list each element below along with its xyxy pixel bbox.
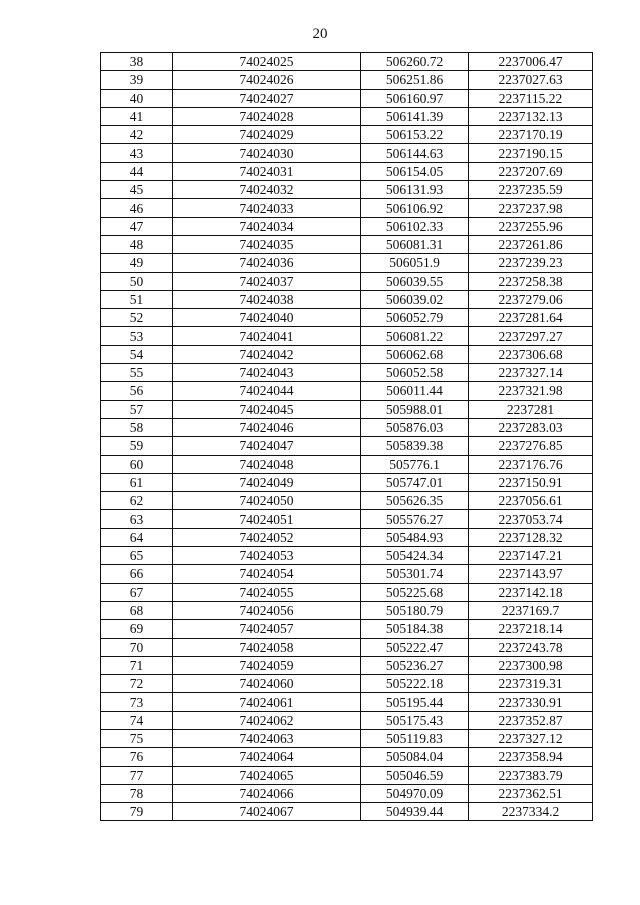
table-row: [101, 766, 593, 784]
row-index-cell: 72: [101, 675, 173, 693]
point-id-cell: 74024027: [173, 89, 361, 107]
y-coordinate-cell: 2237261.86: [469, 235, 593, 253]
point-id-cell: 74024030: [173, 144, 361, 162]
y-coordinate-cell: 2237255.96: [469, 217, 593, 235]
x-coordinate-cell: 506141.39: [361, 107, 469, 125]
table-row: [101, 418, 593, 436]
row-index-cell: 68: [101, 601, 173, 619]
row-index-cell: 52: [101, 309, 173, 327]
row-index-cell: 41: [101, 107, 173, 125]
page-number: 20: [312, 26, 328, 42]
y-coordinate-cell: 2237170.19: [469, 126, 593, 144]
table-row: [101, 162, 593, 180]
y-coordinate-cell: 2237243.78: [469, 638, 593, 656]
row-index-cell: 73: [101, 693, 173, 711]
table-row: [101, 803, 593, 821]
y-coordinate-cell: 2237362.51: [469, 784, 593, 802]
row-index-cell: 60: [101, 455, 173, 473]
row-index-cell: 78: [101, 784, 173, 802]
table-row: [101, 144, 593, 162]
row-index-cell: 53: [101, 327, 173, 345]
row-index-cell: 76: [101, 748, 173, 766]
row-index-cell: 38: [101, 53, 173, 71]
table-body: [101, 53, 593, 821]
x-coordinate-cell: 505225.68: [361, 583, 469, 601]
y-coordinate-cell: 2237352.87: [469, 711, 593, 729]
x-coordinate-cell: 505046.59: [361, 766, 469, 784]
x-coordinate-cell: 506081.31: [361, 235, 469, 253]
y-coordinate-cell: 2237132.13: [469, 107, 593, 125]
x-coordinate-cell: 506144.63: [361, 144, 469, 162]
row-index-cell: 75: [101, 729, 173, 747]
point-id-cell: 74024028: [173, 107, 361, 125]
point-id-cell: 74024037: [173, 272, 361, 290]
point-id-cell: 74024052: [173, 528, 361, 546]
y-coordinate-cell: 2237147.21: [469, 547, 593, 565]
y-coordinate-cell: 2237239.23: [469, 254, 593, 272]
y-coordinate-cell: 2237053.74: [469, 510, 593, 528]
point-id-cell: 74024031: [173, 162, 361, 180]
point-id-cell: 74024033: [173, 199, 361, 217]
row-index-cell: 59: [101, 437, 173, 455]
y-coordinate-cell: 2237358.94: [469, 748, 593, 766]
y-coordinate-cell: 2237327.14: [469, 364, 593, 382]
y-coordinate-cell: 2237237.98: [469, 199, 593, 217]
x-coordinate-cell: 506153.22: [361, 126, 469, 144]
x-coordinate-cell: 505175.43: [361, 711, 469, 729]
y-coordinate-cell: 2237319.31: [469, 675, 593, 693]
coordinates-table: [100, 52, 593, 821]
table-row: [101, 510, 593, 528]
x-coordinate-cell: 505119.83: [361, 729, 469, 747]
point-id-cell: 74024047: [173, 437, 361, 455]
y-coordinate-cell: 2237218.14: [469, 620, 593, 638]
x-coordinate-cell: 505184.38: [361, 620, 469, 638]
point-id-cell: 74024064: [173, 748, 361, 766]
point-id-cell: 74024050: [173, 492, 361, 510]
table-row: [101, 675, 593, 693]
y-coordinate-cell: 2237056.61: [469, 492, 593, 510]
point-id-cell: 74024053: [173, 547, 361, 565]
x-coordinate-cell: 505776.1: [361, 455, 469, 473]
row-index-cell: 64: [101, 528, 173, 546]
point-id-cell: 74024042: [173, 345, 361, 363]
table-row: [101, 565, 593, 583]
row-index-cell: 44: [101, 162, 173, 180]
row-index-cell: 57: [101, 400, 173, 418]
x-coordinate-cell: 506154.05: [361, 162, 469, 180]
row-index-cell: 63: [101, 510, 173, 528]
point-id-cell: 74024025: [173, 53, 361, 71]
table-row: [101, 437, 593, 455]
x-coordinate-cell: 506039.55: [361, 272, 469, 290]
x-coordinate-cell: 506251.86: [361, 71, 469, 89]
y-coordinate-cell: 2237279.06: [469, 290, 593, 308]
row-index-cell: 77: [101, 766, 173, 784]
row-index-cell: 46: [101, 199, 173, 217]
row-index-cell: 65: [101, 547, 173, 565]
y-coordinate-cell: 2237115.22: [469, 89, 593, 107]
y-coordinate-cell: 2237321.98: [469, 382, 593, 400]
row-index-cell: 39: [101, 71, 173, 89]
x-coordinate-cell: 506011.44: [361, 382, 469, 400]
point-id-cell: 74024040: [173, 309, 361, 327]
x-coordinate-cell: 505576.27: [361, 510, 469, 528]
table-row: [101, 711, 593, 729]
y-coordinate-cell: 2237128.32: [469, 528, 593, 546]
table-row: [101, 382, 593, 400]
y-coordinate-cell: 2237297.27: [469, 327, 593, 345]
point-id-cell: 74024067: [173, 803, 361, 821]
x-coordinate-cell: 505424.34: [361, 547, 469, 565]
x-coordinate-cell: 505484.93: [361, 528, 469, 546]
point-id-cell: 74024054: [173, 565, 361, 583]
y-coordinate-cell: 2237258.38: [469, 272, 593, 290]
table-row: [101, 71, 593, 89]
y-coordinate-cell: 2237383.79: [469, 766, 593, 784]
table-row: [101, 492, 593, 510]
point-id-cell: 74024057: [173, 620, 361, 638]
x-coordinate-cell: 505626.35: [361, 492, 469, 510]
y-coordinate-cell: 2237327.12: [469, 729, 593, 747]
table-row: [101, 272, 593, 290]
point-id-cell: 74024061: [173, 693, 361, 711]
x-coordinate-cell: 506062.68: [361, 345, 469, 363]
y-coordinate-cell: 2237283.03: [469, 418, 593, 436]
point-id-cell: 74024060: [173, 675, 361, 693]
row-index-cell: 58: [101, 418, 173, 436]
point-id-cell: 74024032: [173, 181, 361, 199]
y-coordinate-cell: 2237150.91: [469, 473, 593, 491]
table-row: [101, 181, 593, 199]
x-coordinate-cell: 506106.92: [361, 199, 469, 217]
y-coordinate-cell: 2237006.47: [469, 53, 593, 71]
x-coordinate-cell: 504939.44: [361, 803, 469, 821]
x-coordinate-cell: 505222.47: [361, 638, 469, 656]
point-id-cell: 74024058: [173, 638, 361, 656]
table-row: [101, 290, 593, 308]
row-index-cell: 48: [101, 235, 173, 253]
table-row: [101, 784, 593, 802]
point-id-cell: 74024046: [173, 418, 361, 436]
row-index-cell: 42: [101, 126, 173, 144]
table-row: [101, 89, 593, 107]
x-coordinate-cell: 506102.33: [361, 217, 469, 235]
y-coordinate-cell: 2237281.64: [469, 309, 593, 327]
row-index-cell: 70: [101, 638, 173, 656]
row-index-cell: 43: [101, 144, 173, 162]
x-coordinate-cell: 506051.9: [361, 254, 469, 272]
table-row: [101, 601, 593, 619]
table-row: [101, 729, 593, 747]
table-row: [101, 638, 593, 656]
table-row: [101, 345, 593, 363]
y-coordinate-cell: 2237276.85: [469, 437, 593, 455]
point-id-cell: 74024026: [173, 71, 361, 89]
table-row: [101, 235, 593, 253]
row-index-cell: 67: [101, 583, 173, 601]
row-index-cell: 51: [101, 290, 173, 308]
table-row: [101, 620, 593, 638]
point-id-cell: 74024036: [173, 254, 361, 272]
table-row: [101, 656, 593, 674]
y-coordinate-cell: 2237334.2: [469, 803, 593, 821]
row-index-cell: 45: [101, 181, 173, 199]
point-id-cell: 74024034: [173, 217, 361, 235]
table-row: [101, 583, 593, 601]
row-index-cell: 66: [101, 565, 173, 583]
point-id-cell: 74024063: [173, 729, 361, 747]
point-id-cell: 74024041: [173, 327, 361, 345]
y-coordinate-cell: 2237235.59: [469, 181, 593, 199]
row-index-cell: 47: [101, 217, 173, 235]
table-row: [101, 126, 593, 144]
y-coordinate-cell: 2237330.91: [469, 693, 593, 711]
row-index-cell: 49: [101, 254, 173, 272]
table-row: [101, 693, 593, 711]
point-id-cell: 74024044: [173, 382, 361, 400]
x-coordinate-cell: 506260.72: [361, 53, 469, 71]
y-coordinate-cell: 2237169.7: [469, 601, 593, 619]
x-coordinate-cell: 505084.04: [361, 748, 469, 766]
x-coordinate-cell: 505222.18: [361, 675, 469, 693]
point-id-cell: 74024062: [173, 711, 361, 729]
row-index-cell: 62: [101, 492, 173, 510]
x-coordinate-cell: 505301.74: [361, 565, 469, 583]
y-coordinate-cell: 2237143.97: [469, 565, 593, 583]
point-id-cell: 74024059: [173, 656, 361, 674]
table-row: [101, 327, 593, 345]
y-coordinate-cell: 2237027.63: [469, 71, 593, 89]
row-index-cell: 61: [101, 473, 173, 491]
table-row: [101, 528, 593, 546]
table-row: [101, 107, 593, 125]
table-row: [101, 309, 593, 327]
row-index-cell: 71: [101, 656, 173, 674]
x-coordinate-cell: 505195.44: [361, 693, 469, 711]
x-coordinate-cell: 506052.58: [361, 364, 469, 382]
x-coordinate-cell: 505876.03: [361, 418, 469, 436]
x-coordinate-cell: 505839.38: [361, 437, 469, 455]
x-coordinate-cell: 506039.02: [361, 290, 469, 308]
point-id-cell: 74024038: [173, 290, 361, 308]
point-id-cell: 74024049: [173, 473, 361, 491]
x-coordinate-cell: 505747.01: [361, 473, 469, 491]
row-index-cell: 50: [101, 272, 173, 290]
y-coordinate-cell: 2237142.18: [469, 583, 593, 601]
row-index-cell: 40: [101, 89, 173, 107]
row-index-cell: 69: [101, 620, 173, 638]
x-coordinate-cell: 506052.79: [361, 309, 469, 327]
point-id-cell: 74024051: [173, 510, 361, 528]
y-coordinate-cell: 2237281: [469, 400, 593, 418]
row-index-cell: 55: [101, 364, 173, 382]
row-index-cell: 74: [101, 711, 173, 729]
table-row: [101, 254, 593, 272]
table-row: [101, 473, 593, 491]
table-row: [101, 217, 593, 235]
row-index-cell: 79: [101, 803, 173, 821]
table-row: [101, 400, 593, 418]
point-id-cell: 74024056: [173, 601, 361, 619]
point-id-cell: 74024048: [173, 455, 361, 473]
table-row: [101, 53, 593, 71]
y-coordinate-cell: 2237300.98: [469, 656, 593, 674]
table-row: [101, 364, 593, 382]
table-row: [101, 547, 593, 565]
row-index-cell: 54: [101, 345, 173, 363]
point-id-cell: 74024035: [173, 235, 361, 253]
y-coordinate-cell: 2237176.76: [469, 455, 593, 473]
x-coordinate-cell: 504970.09: [361, 784, 469, 802]
x-coordinate-cell: 506081.22: [361, 327, 469, 345]
point-id-cell: 74024055: [173, 583, 361, 601]
point-id-cell: 74024045: [173, 400, 361, 418]
x-coordinate-cell: 505988.01: [361, 400, 469, 418]
x-coordinate-cell: 505180.79: [361, 601, 469, 619]
table-row: [101, 455, 593, 473]
y-coordinate-cell: 2237207.69: [469, 162, 593, 180]
y-coordinate-cell: 2237190.15: [469, 144, 593, 162]
row-index-cell: 56: [101, 382, 173, 400]
table-row: [101, 199, 593, 217]
table-row: [101, 748, 593, 766]
point-id-cell: 74024043: [173, 364, 361, 382]
x-coordinate-cell: 505236.27: [361, 656, 469, 674]
x-coordinate-cell: 506160.97: [361, 89, 469, 107]
point-id-cell: 74024066: [173, 784, 361, 802]
y-coordinate-cell: 2237306.68: [469, 345, 593, 363]
x-coordinate-cell: 506131.93: [361, 181, 469, 199]
point-id-cell: 74024065: [173, 766, 361, 784]
point-id-cell: 74024029: [173, 126, 361, 144]
